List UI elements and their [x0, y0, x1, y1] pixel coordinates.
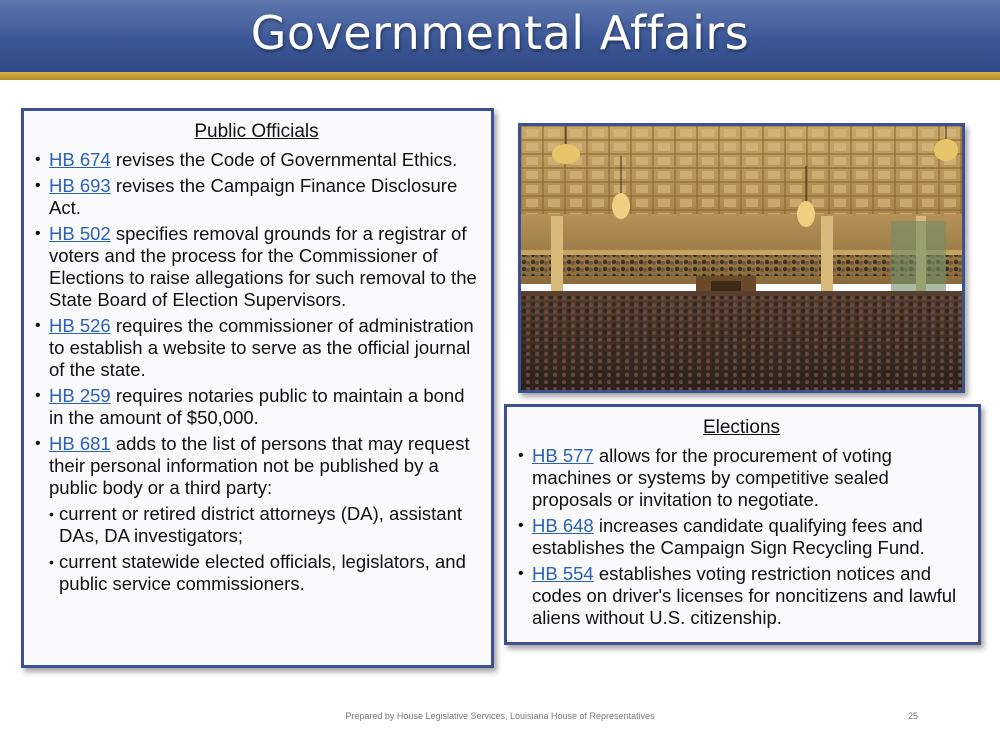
- title-bar: [0, 0, 1000, 72]
- list-item: [34, 223, 479, 311]
- bill-description: adds to the list of persons that may request their personal information not be published by a public body or a third party:: [49, 433, 470, 498]
- list-item: [34, 175, 479, 219]
- bill-description: establishes voting restriction notices and codes on driver's licenses for noncitizens and lawful aliens without U.S. citizenship.: [532, 563, 957, 628]
- bill-link-hb526[interactable]: HB 526: [49, 315, 111, 336]
- bill-description: increases candidate qualifying fees and establishes the Campaign Sign Recycling Fund.: [532, 515, 925, 558]
- bill-link-hb259[interactable]: HB 259: [49, 385, 111, 406]
- public-officials-panel: [21, 108, 494, 668]
- slide-title: Governmental Affairs: [250, 6, 750, 60]
- house-chamber-image: [521, 126, 962, 390]
- bill-link-hb648[interactable]: HB 648: [532, 515, 594, 536]
- bill-description: requires the commissioner of administration to establish a website to serve as the official journal of the state.: [49, 315, 474, 380]
- bill-description: allows for the procurement of voting machines or systems by competitive sealed proposals or invitation to negotiate.: [532, 445, 892, 510]
- list-item: [517, 563, 966, 629]
- bill-link-hb681[interactable]: HB 681: [49, 433, 111, 454]
- bill-description: revises the Campaign Finance Disclosure Act.: [49, 175, 458, 218]
- bill-link-hb693[interactable]: HB 693: [49, 175, 111, 196]
- bill-description: revises the Code of Governmental Ethics.: [110, 149, 458, 170]
- bill-description: specifies removal grounds for a registrar of voters and the process for the Commissioner of Elections to raise allegations for such removal to the State Board of Election Supervisors.: [49, 223, 477, 310]
- list-item: [34, 385, 479, 429]
- elections-heading: Elections: [702, 417, 781, 438]
- bill-link-hb554[interactable]: HB 554: [532, 563, 594, 584]
- list-item: [517, 515, 966, 559]
- page-number: 25: [908, 711, 919, 721]
- house-chamber-photo: [518, 123, 965, 393]
- list-item: [34, 315, 479, 381]
- bill-link-hb577[interactable]: HB 577: [532, 445, 594, 466]
- list-item: [34, 433, 479, 595]
- list-item: [517, 445, 966, 511]
- sub-list-item: • current or retired district attorneys (DA), assistant DAs, DA investigators;: [49, 503, 479, 547]
- footer-credit: Prepared by House Legislative Services, Louisiana House of Representatives: [345, 711, 655, 721]
- list-item: [34, 149, 479, 171]
- bill-description: requires notaries public to maintain a bond in the amount of $50,000.: [49, 385, 465, 428]
- bill-link-hb674[interactable]: HB 674: [49, 149, 111, 170]
- bill-link-hb502[interactable]: HB 502: [49, 223, 111, 244]
- elections-panel: [504, 404, 981, 645]
- sub-list-item: • current statewide elected officials, legislators, and public service commissioners.: [49, 551, 479, 595]
- gold-divider: [0, 72, 1000, 80]
- public-officials-heading: Public Officials: [194, 121, 319, 142]
